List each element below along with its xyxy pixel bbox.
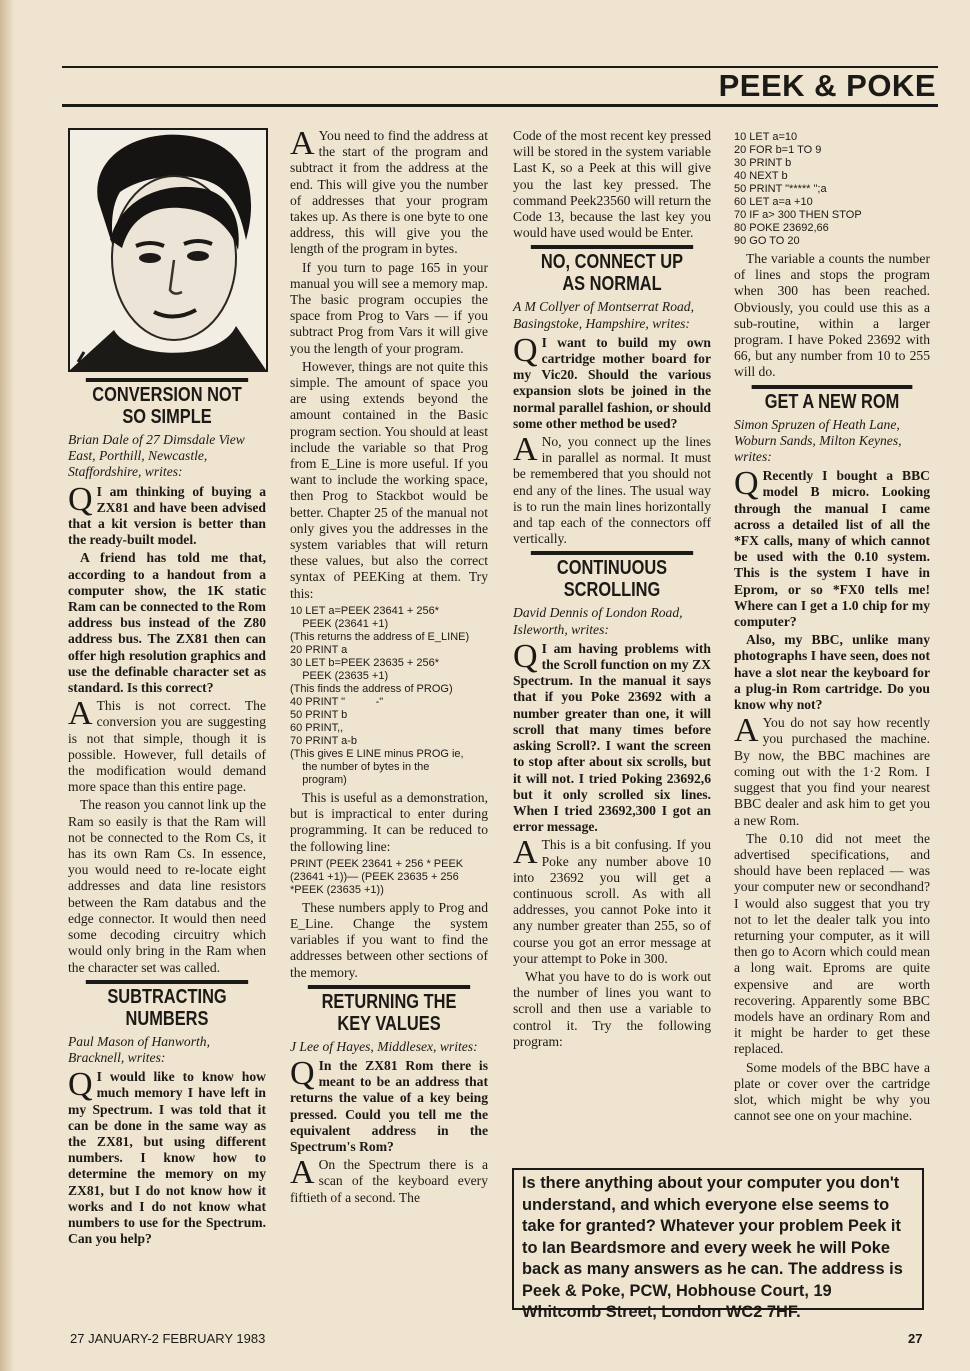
heading-connect-up: NO, CONNECT UP AS NORMAL bbox=[531, 245, 693, 295]
code-line: 60 LET a=a +10 bbox=[734, 196, 813, 208]
code-line: (This finds the address of PROG) bbox=[290, 682, 453, 695]
answer-text: These numbers apply to Prog and E_Line. Change the system variables if you want to find the addresses between other sections of the memory. bbox=[290, 899, 488, 980]
section-header: PEEK & POKE bbox=[718, 68, 936, 103]
column-4 bbox=[734, 128, 930, 1126]
page-edge-shadow bbox=[0, 0, 14, 1371]
answer-text: AYou need to find the address at the start of the program and subtract it from the address at the end. This will give you the number of addresses that your program takes up. As there is one byte to one address, this will give you the length of the program in bytes. bbox=[290, 125, 488, 257]
code-line: 40 NEXT b bbox=[734, 170, 788, 182]
code-line: 70 IF a> 300 THEN STOP bbox=[734, 209, 862, 221]
code-line: 90 GO TO 20 bbox=[734, 235, 800, 247]
question-text: QI would like to know how much memory I have left in my Spectrum. I was told that it can be done in the same way as the ZX81, but using different numbers. I know how to determine the memory on my ZX81, but I do not know how it works and I do not know what numbers to use for the Spectrum. Can you help? bbox=[68, 1066, 266, 1247]
code-line: 70 PRINT a-b bbox=[290, 734, 358, 747]
header-rule bbox=[62, 104, 938, 107]
code-line: (This returns the address of E_LINE) bbox=[290, 630, 470, 643]
code-line: (This gives E LINE minus PROG ie, bbox=[290, 747, 464, 760]
code-listing-2 bbox=[290, 858, 488, 897]
code-line: 20 PRINT a bbox=[290, 643, 348, 656]
question-text: A friend has told me that, according to a handout from a computer show, the 1K static Ram can be connected to the Rom address bus instead of the Z80 address bus. The ZX81 then can offer high resolution graphics and use the definable character set as standard. Is this correct? bbox=[68, 550, 266, 696]
column-1 bbox=[68, 128, 266, 1249]
answer-text: Code of the most recent key pressed will be stored in the system variable Last K, so a Peek at this will give you the last key pressed. The command Peek23560 will return the Code 13, because the last key you would have used would be Enter. bbox=[513, 128, 711, 241]
byline: A M Collyer of Montserrat Road, Basingstoke, Hampshire, writes: bbox=[513, 299, 694, 331]
portrait-illustration bbox=[70, 130, 266, 370]
code-listing-3 bbox=[734, 131, 930, 248]
answer-text: However, things are not quite this simple. The amount of space you are using extends beyond the amount contained in the Basic program section. You should at least include the variable so that Prog from E_Line is more useful. If you want to include the working space, then Prog to Stackbot would be better. Chapter 25 of the manual not only gives you the addresses in the system variables that will return these values, but also the correct syntax of PEEKing at them. Try this: bbox=[290, 358, 488, 601]
answer-text: This is useful as a demonstration, but is impractical to enter during programming. It can be reduced to the following line: bbox=[290, 789, 488, 854]
heading-key-values: RETURNING THE KEY VALUES bbox=[308, 985, 470, 1035]
code-line: 20 FOR b=1 TO 9 bbox=[734, 144, 822, 156]
answer-text: ANo, you connect up the lines in parallel as normal. It must be remembered that you should not end any of the lines. The usual way is to run the main lines horizontally and tap each of the connectors off vertically. bbox=[513, 431, 711, 547]
answer-text: The 0.10 did not meet the advertised specifications, and should have been replaced — was your computer new or secondhand? I would also suggest that you try not to let the dealer talk you into returning your computer, as it will then go to Acorn which could mean a long wait. Eproms are quite expensive and are worth recovering. Apparently some BBC models have an ordinary Rom and it might be harder to get these replaced. bbox=[734, 830, 930, 1057]
byline: J Lee of Hayes, Middlesex, writes: bbox=[290, 1038, 478, 1054]
answer-text: AYou do not say how recently you purchased the machine. By now, the BBC machines are coming out with the 1·2 Rom. I suggest that you find your nearest BBC dealer and ask him to get you a new Rom. bbox=[734, 712, 930, 828]
code-line: program) bbox=[290, 773, 347, 786]
answer-text: If you turn to page 165 in your manual you will see a memory map. The basic program occupies the space from Prog to Vars — if you subtract Prog from Vars it will give you the length of your program. bbox=[290, 259, 488, 356]
byline: Brian Dale of 27 Dimsdale View East, Porthill, Newcastle, Staffordshire, writes: bbox=[68, 432, 245, 480]
answer-text: AThis is not correct. The conversion you are suggesting is not that simple, though it is possible. However, full details of the modification would demand more space than this entire page. bbox=[68, 695, 266, 795]
question-text: QI am having problems with the Scroll function on my ZX Spectrum. In the manual it says that if you Poke 23692 with a number greater than one, it will scroll that many times before asking Scroll?. I want the screen to stop after about six scrolls, but it will not. I tried Poking 23692,6 but it only scrolled six lines. When I tried 23692,300 I got an error message. bbox=[513, 637, 711, 835]
answer-text: AThis is a bit confusing. If you Poke any number above 10 into 23692 you will get a continuous scroll. As with all addresses, you cannot Poke into it any number greater than 255, so of course you got an error message at your attempt to Poke in 300. bbox=[513, 834, 711, 966]
contact-box: Is there anything about your computer you don't understand, and which everyone else seems to take for granted? Whatever your problem Peek it to Ian Beardsmore and every week he will Poke back as many answers as he can. The address is Peek & Poke, PCW, Hobhouse Court, 19 Whitcomb Street, London WC2 7HF. bbox=[512, 1168, 924, 1310]
code-line: PEEK (23635 +1) bbox=[290, 669, 389, 682]
column-2 bbox=[290, 125, 488, 1208]
code-line: PRINT (PEEK 23641 + 256 * PEEK bbox=[290, 857, 464, 870]
code-line: the number of bytes in the bbox=[290, 760, 430, 773]
question-text: QRecently I bought a BBC model B micro. Looking through the manual I came across a detailed list of all the *FX calls, many of which cannot be used with the 0.10 system. This is the system I have in Eprom, or so *FX0 tells me! Where can I get a 1.0 chip for my computer? bbox=[734, 465, 930, 630]
answer-text: The reason you cannot link up the Ram so easily is that the Ram will not be connected to the Rom Cs, it has its own Ram Cs. In essence, you would need to re-locate eight addresses and data line resistors between the Ram databus and the edge connector. It would then need some decoding circuitry which would only bring in the Ram when the character set was called. bbox=[68, 797, 266, 975]
column-3 bbox=[513, 128, 711, 1052]
author-photo bbox=[68, 128, 268, 372]
issue-date: 27 JANUARY-2 FEBRUARY 1983 bbox=[70, 1331, 266, 1346]
heading-subtracting: SUBTRACTING NUMBERS bbox=[86, 980, 248, 1030]
code-line: 50 PRINT b bbox=[290, 708, 348, 721]
question-text: QI want to build my own cartridge mother board for my Vic20. Should the various expansion slots be joined in the normal parallel fashion, or should some other method be used? bbox=[513, 331, 711, 431]
code-line: 10 LET a=10 bbox=[734, 131, 798, 143]
code-line: 80 POKE 23692,66 bbox=[734, 222, 829, 234]
byline: David Dennis of London Road, Isleworth, writes: bbox=[513, 605, 683, 637]
code-line: 50 PRINT "***** ";a bbox=[734, 183, 827, 195]
answer-text: Some models of the BBC have a plate or cover over the cartridge slot, which might be why you cannot see one on your machine. bbox=[734, 1059, 930, 1124]
heading-conversion: CONVERSION NOT SO SIMPLE bbox=[86, 378, 248, 428]
code-line: 60 PRINT,, bbox=[290, 721, 344, 734]
code-line: 10 LET a=PEEK 23641 + 256* bbox=[290, 604, 440, 617]
answer-text: AOn the Spectrum there is a scan of the keyboard every fiftieth of a second. The bbox=[290, 1154, 488, 1205]
question-text: Also, my BBC, unlike many photographs I have seen, does not have a slot near the keyboard for a plug-in Rom cartridge. Do you know why not? bbox=[734, 632, 930, 713]
question-text: QI am thinking of buying a ZX81 and have been advised that a kit version is better than the ready-built model. bbox=[68, 480, 266, 548]
code-listing-1 bbox=[290, 605, 488, 787]
code-line: (23641 +1))— (PEEK 23635 + 256 bbox=[290, 870, 459, 883]
code-line: PEEK (23641 +1) bbox=[290, 617, 389, 630]
answer-text: What you have to do is work out the number of lines you want to scroll and then use a variable to control it. Try the following program: bbox=[513, 968, 711, 1049]
code-line: *PEEK (23635 +1)) bbox=[290, 883, 384, 896]
heading-scrolling: CONTINUOUS SCROLLING bbox=[531, 551, 693, 601]
heading-new-rom: GET A NEW ROM bbox=[752, 385, 913, 413]
byline: Simon Spruzen of Heath Lane, Woburn Sands, Milton Keynes, writes: bbox=[734, 416, 902, 465]
page-number: 27 bbox=[908, 1331, 923, 1346]
code-line: 30 PRINT b bbox=[734, 157, 792, 169]
byline: Paul Mason of Hanworth, Bracknell, writes: bbox=[68, 1033, 210, 1065]
answer-text: The variable a counts the number of lines and stops the program when 300 has been reached. Obviously, you could use this as a sub-routine, within a larger program. I have Poked 23692 with 66, but any number from 10 to 255 will do. bbox=[734, 251, 930, 380]
code-line: 30 LET b=PEEK 23635 + 256* bbox=[290, 656, 440, 669]
code-line: 40 PRINT " -" bbox=[290, 695, 384, 708]
question-text: QIn the ZX81 Rom there is meant to be an address that returns the value of a key being pressed. Could you tell me the equivalent address in the Spectrum's Rom? bbox=[290, 1054, 488, 1154]
